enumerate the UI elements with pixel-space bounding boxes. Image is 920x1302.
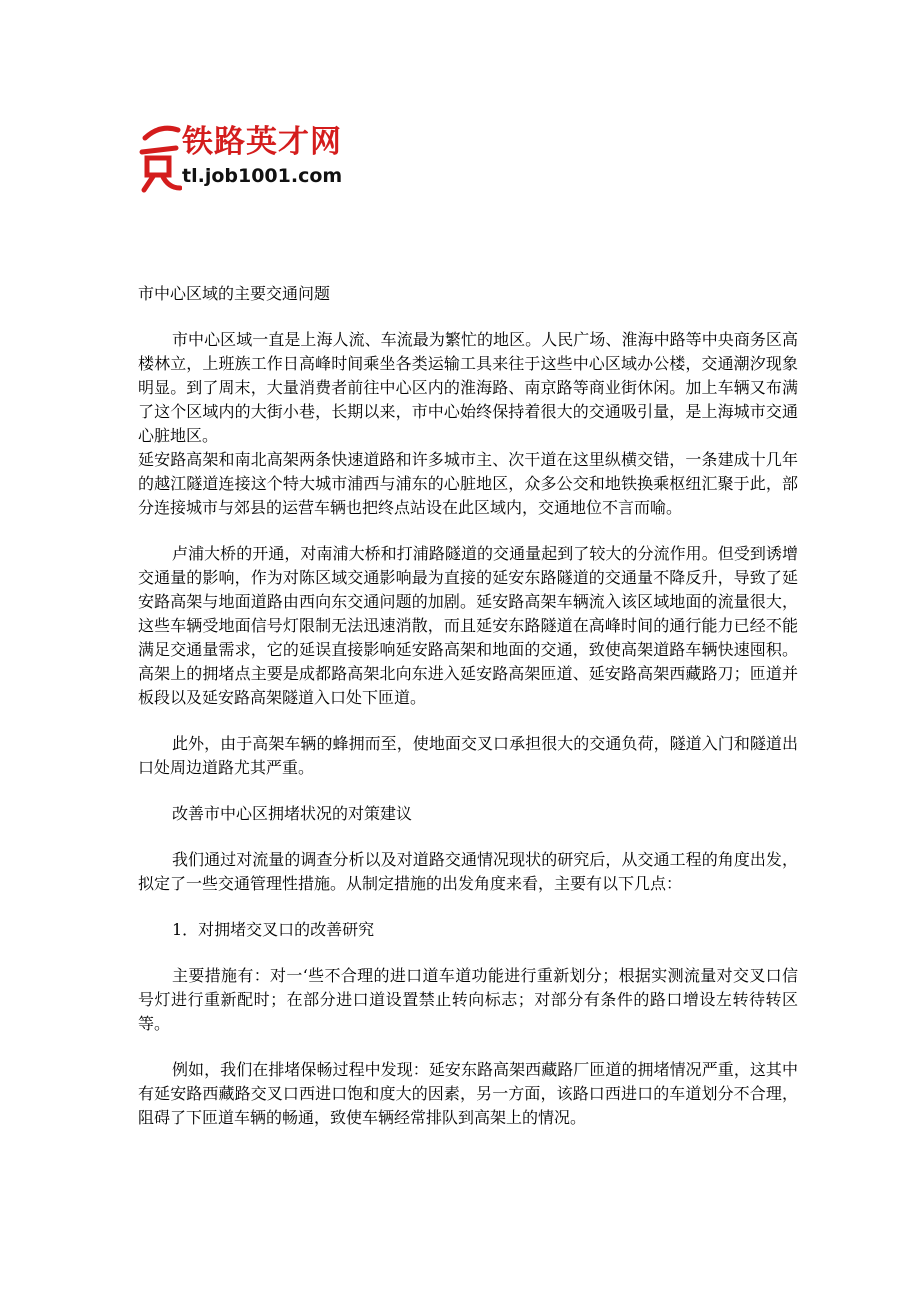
section-heading: 1．对拥堵交叉口的改善研究 — [172, 920, 375, 939]
logo-url[interactable]: tl.job1001.com — [182, 165, 343, 187]
paragraph: 市中心区域一直是上海人流、车流最为繁忙的地区。人民广场、淮海中路等中央商务区高楼林立，上班族工作日高峰时间乘坐各类运输工具来往于这些中心区域办公楼，交通潮汐现象明显。到了周末，大量消费者前往中心区内的淮海路、南京路等商业街休闲。加上车辆又布满了这个区域内的大街小巷，长期以来，市中心始终保持着很大的交通吸引量，是上海城市交通心脏地区。 — [138, 330, 798, 445]
paragraph: 卢浦大桥的开通，对南浦大桥和打浦路隧道的交通量起到了较大的分流作用。但受到诱增交通量的影响，作为对陈区域交通影响最为直接的延安东路隧道的交通量不降反升，导致了延安路高架与地面道路由西向东交通问题的加剧。延安路高架车辆流入该区域地面的流量很大，这些车辆受地面信号灯限制无法迅速消散，而且延安东路隧道在高峰时间的通行能力已经不能满足交通量需求，它的延误直接影响延安路高架和地面的交通，致使高架道路车辆快速囤积。高架上的拥堵点主要是成都路高架北向东进入延安路高架匝道、延安路高架西藏路刀；匝道并板段以及延安路高架隧道入口处下匝道。 — [138, 544, 798, 707]
spacer — [138, 520, 798, 542]
logo-title: 铁路英才网 — [182, 124, 342, 160]
section-heading: 市中心区域的主要交通问题 — [138, 284, 331, 303]
spacer — [138, 710, 798, 732]
spacer — [138, 306, 798, 328]
paragraph: 我们通过对流量的调查分析以及对道路交通情况现状的研究后，从交通工程的角度出发，拟定了一些交通管理性措施。从制定措施的出发角度来看，主要有以下几点： — [138, 850, 798, 893]
spacer — [138, 942, 798, 964]
paragraph: 例如，我们在排堵保畅过程中发现：延安东路高架西藏路厂匝道的拥堵情况严重，这其中有延安路西藏路交叉口西进口饱和度大的因素，另一方面，该路口西进口的车道划分不合理，阻碍了下匝道车辆的畅通，致使车辆经常排队到高架上的情况。 — [138, 1060, 798, 1127]
spacer — [138, 1036, 798, 1058]
document-body — [138, 282, 798, 1130]
resume-seal-icon — [138, 122, 182, 196]
paragraph: 此外，由于高架车辆的蜂拥而至，使地面交叉口承担很大的交通负荷，隧道入门和隧道出口处周边道路尤其严重。 — [138, 734, 798, 777]
site-logo[interactable] — [138, 122, 378, 196]
spacer — [138, 780, 798, 802]
paragraph: 主要措施有：对一‘些不合理的进口道车道功能进行重新划分；根据实测流量对交叉口信号灯进行重新配时；在部分进口道设置禁止转向标志；对部分有条件的路口增设左转待转区等。 — [138, 966, 798, 1033]
paragraph: 延安路高架和南北高架两条快速道路和许多城市主、次干道在这里纵横交错，一条建成十几年的越江隧道连接这个特大城市浦西与浦东的心脏地区，众多公交和地铁换乘枢纽汇聚于此，部分连接城市与郊县的运营车辆也把终点站设在此区域内，交通地位不言而喻。 — [138, 450, 798, 517]
spacer — [138, 826, 798, 848]
section-heading: 改善市中心区拥堵状况的对策建议 — [172, 804, 413, 823]
spacer — [138, 896, 798, 918]
